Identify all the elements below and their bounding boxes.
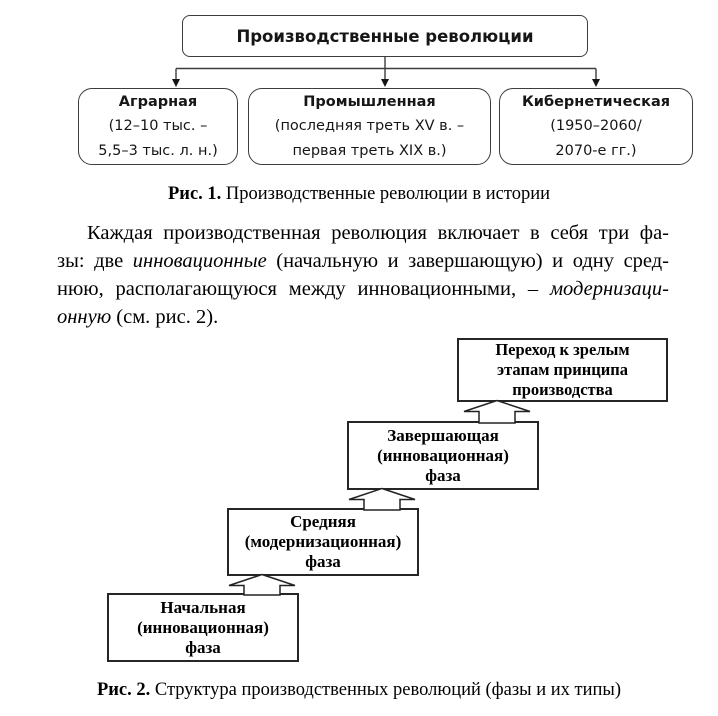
fig1-box-period-line: (последняя треть XV в. – [274,118,465,135]
paragraph-line-3 [57,275,669,303]
fig1-box-industrial [248,88,491,165]
fig1-box-cybernetic [499,88,693,165]
figure-1-caption [0,184,718,205]
fig2-box-line: Завершающая [387,425,499,445]
fig1-box-period-line: 5,5–3 тыс. л. н.) [98,142,218,159]
italic-text-segment: онную [57,306,112,328]
text-segment: нюю, располагающуюся между инновационными, – [57,278,550,300]
italic-text-segment: инновационные [132,250,267,272]
fig1-box-period-line: (12–10 тыс. – [108,118,208,135]
fig2-box-line: производства [512,380,613,399]
fig2-box-line: этапам принципа [496,360,629,379]
fig2-box-line: (инновационная) [377,445,509,465]
text-segment: (начальную и завершающую) и одну сред- [266,250,670,272]
fig1-box-title: Аграрная [118,93,198,110]
fig1-box-period-line: 2070-е гг.) [555,142,637,159]
paragraph-line-4 [57,303,669,331]
figure-1-caption-text: Производственные революции в истории [221,184,550,204]
fig2-box-line: Средняя [290,512,356,531]
figure-2-caption [0,680,718,701]
fig1-box-title: Кибернетическая [521,93,671,110]
down-arrow-icon [592,79,600,87]
fig2-box-transition [457,338,668,402]
fig2-box-initial-phase [107,593,299,662]
italic-text-segment: модернизаци- [549,278,669,300]
fig1-root-box [182,15,588,57]
fig2-box-line: фаза [185,637,221,657]
fig1-box-agrarian [78,88,238,165]
figure-2-caption-label: Рис. 2. [96,680,151,700]
figure-2-caption-text: Структура производственных революций (фазы и их типы) [150,680,622,700]
figure-1-caption-label: Рис. 1. [168,184,222,204]
fig2-box-line: (модернизационная) [244,532,402,551]
fig1-root-label: Производственные революции [236,26,534,46]
fig2-box-line: Переход к зрелым [495,340,630,359]
block-arrow-up-icon [229,575,295,596]
fig2-box-line: фаза [305,552,341,571]
fig1-box-title: Промышленная [303,93,436,110]
paragraph-line-1 [57,219,669,247]
fig2-box-line: фаза [425,465,461,485]
fig1-box-period-line: (1950–2060/ [550,118,642,135]
body-paragraph [57,219,669,331]
text-segment: (см. рис. 2). [111,306,219,328]
fig2-box-line: Начальная [160,597,246,617]
text-segment: зы: две [57,250,133,272]
down-arrow-icon [172,79,180,87]
fig2-box-middle-phase [227,508,419,576]
down-arrow-icon [381,79,389,87]
text-segment: Каждая производственная революция включает в себя три фа- [87,222,669,244]
connector-lines [176,57,596,81]
block-arrow-up-icon [464,401,530,424]
block-arrow-up-icon [349,489,415,511]
fig1-box-period-line: первая треть XIX в.) [292,142,447,159]
fig2-box-line: (инновационная) [137,617,269,637]
paragraph-line-2 [57,247,669,275]
fig2-box-final-phase [347,421,539,490]
